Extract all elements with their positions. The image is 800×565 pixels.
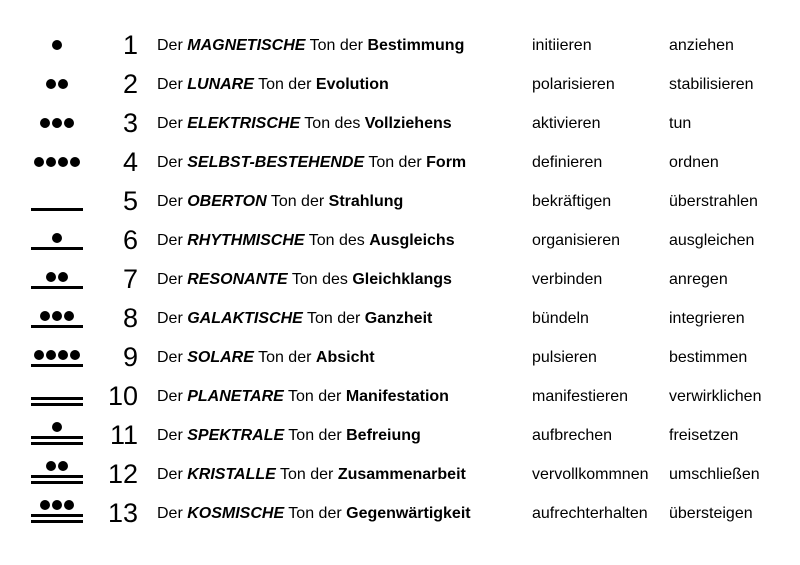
bar-mark xyxy=(31,397,83,400)
title-middle: Ton der xyxy=(270,193,325,210)
tone-row xyxy=(0,259,800,298)
tone-row xyxy=(0,25,800,64)
bar-mark xyxy=(31,286,83,289)
tone-number: 9 xyxy=(122,342,138,372)
tone-power: ordnen xyxy=(669,154,719,171)
tone-number: 6 xyxy=(122,225,138,255)
title-middle: Ton der xyxy=(287,388,342,405)
tone-action: aufrechterhalten xyxy=(532,505,648,522)
bar-mark xyxy=(31,403,83,406)
tone-quality: Vollziehens xyxy=(364,115,452,132)
tone-action: vervollkommnen xyxy=(532,466,649,483)
dot-mark xyxy=(64,500,74,510)
tone-quality: Ganzheit xyxy=(364,310,433,327)
dot-mark xyxy=(70,157,80,167)
bar-mark xyxy=(31,520,83,523)
tone-number: 2 xyxy=(122,69,138,99)
tone-number: 12 xyxy=(107,459,138,489)
tone-number: 13 xyxy=(107,498,138,528)
dot-bar-numeral-icon xyxy=(28,376,88,415)
dot-bar-numeral-icon xyxy=(28,103,88,142)
dot-mark xyxy=(46,350,56,360)
dot-mark xyxy=(52,311,62,321)
dot-bar-glyph xyxy=(28,298,88,337)
tone-power: ausgleichen xyxy=(669,232,755,249)
dot-bar-glyph xyxy=(28,64,88,103)
tone-power: bestimmen xyxy=(669,349,748,366)
tone-number: 4 xyxy=(122,147,138,177)
dot-bar-glyph xyxy=(28,493,88,532)
title-middle: Ton der xyxy=(288,505,342,522)
tone-action: organisieren xyxy=(532,232,621,249)
tone-name: KRISTALLE xyxy=(187,466,276,483)
dot-bar-numeral-icon xyxy=(28,493,88,532)
tone-action: bündeln xyxy=(532,310,589,327)
tone-action: verbinden xyxy=(532,271,603,288)
tone-power: verwirklichen xyxy=(669,388,762,405)
title-prefix: Der xyxy=(157,505,183,522)
dot-bar-glyph xyxy=(28,337,88,376)
dot-mark xyxy=(52,40,62,50)
tone-title xyxy=(157,154,466,172)
dot-mark xyxy=(34,350,44,360)
bar-mark xyxy=(31,514,83,517)
tone-power: tun xyxy=(669,115,692,132)
dot-mark xyxy=(58,461,68,471)
tone-quality: Strahlung xyxy=(328,193,404,210)
tone-name: MAGNETISCHE xyxy=(187,37,306,54)
tone-name: RESONANTE xyxy=(187,271,288,288)
tone-title xyxy=(157,76,389,94)
tone-quality: Manifestation xyxy=(345,388,449,405)
bar-mark xyxy=(31,442,83,445)
tone-row xyxy=(0,376,800,415)
dot-bar-numeral-icon xyxy=(28,64,88,103)
tone-number: 8 xyxy=(122,303,138,333)
bar-mark xyxy=(31,481,83,484)
dot-bar-glyph xyxy=(28,142,88,181)
tone-title xyxy=(157,349,375,367)
title-middle: Ton des xyxy=(291,271,348,288)
title-middle: Ton der xyxy=(309,37,363,54)
title-middle: Ton des xyxy=(304,115,361,132)
dot-bar-numeral-icon xyxy=(28,298,88,337)
tone-title xyxy=(157,388,449,406)
tone-power: stabilisieren xyxy=(669,76,754,93)
dot-bar-glyph xyxy=(28,103,88,142)
tone-row xyxy=(0,415,800,454)
dot-mark xyxy=(52,118,62,128)
bar-mark xyxy=(31,247,83,250)
dot-bar-glyph xyxy=(28,220,88,259)
dot-mark xyxy=(34,157,44,167)
bar-mark xyxy=(31,436,83,439)
title-prefix: Der xyxy=(157,76,183,93)
tone-row xyxy=(0,298,800,337)
tone-name: RHYTHMISCHE xyxy=(187,232,305,249)
tone-power: übersteigen xyxy=(669,505,753,522)
tone-quality: Zusammenarbeit xyxy=(337,466,466,483)
dot-mark xyxy=(46,79,56,89)
tone-number: 11 xyxy=(109,420,138,450)
bar-mark xyxy=(31,325,83,328)
tone-action: aufbrechen xyxy=(532,427,613,444)
tone-name: KOSMISCHE xyxy=(187,505,285,522)
dot-mark xyxy=(46,157,56,167)
title-middle: Ton der xyxy=(368,154,422,171)
dot-bar-numeral-icon xyxy=(28,454,88,493)
dot-bar-numeral-icon xyxy=(28,220,88,259)
dot-bar-numeral-icon xyxy=(28,25,88,64)
tone-action: pulsieren xyxy=(532,349,597,366)
title-prefix: Der xyxy=(157,466,183,483)
title-middle: Ton der xyxy=(258,349,312,366)
title-middle: Ton der xyxy=(288,427,342,444)
dot-bar-glyph xyxy=(28,454,88,493)
tone-title xyxy=(157,427,421,445)
dot-mark xyxy=(46,461,56,471)
dot-bar-glyph xyxy=(28,376,88,415)
bar-mark xyxy=(31,364,83,367)
tone-action: manifestieren xyxy=(532,388,629,405)
dot-mark xyxy=(46,272,56,282)
tone-row xyxy=(0,64,800,103)
tone-action: bekräftigen xyxy=(532,193,612,210)
dot-mark xyxy=(40,311,50,321)
dot-bar-glyph xyxy=(28,25,88,64)
dot-mark xyxy=(58,157,68,167)
tone-number: 3 xyxy=(122,108,138,138)
dot-mark xyxy=(52,500,62,510)
tone-title xyxy=(157,505,471,523)
tone-name: PLANETARE xyxy=(187,388,284,405)
tone-number: 1 xyxy=(122,30,138,60)
dot-bar-numeral-icon xyxy=(28,142,88,181)
title-prefix: Der xyxy=(157,388,183,405)
tone-title xyxy=(157,193,403,211)
tone-title xyxy=(157,271,452,289)
title-prefix: Der xyxy=(157,310,183,327)
tone-power: freisetzen xyxy=(669,427,739,444)
tone-row xyxy=(0,220,800,259)
tone-action: polarisieren xyxy=(532,76,615,93)
dot-bar-glyph xyxy=(28,259,88,298)
tone-quality: Bestimmung xyxy=(367,37,465,54)
tone-name: OBERTON xyxy=(187,193,267,210)
tone-title xyxy=(157,232,455,250)
title-middle: Ton der xyxy=(306,310,361,327)
dot-bar-numeral-icon xyxy=(28,337,88,376)
title-middle: Ton der xyxy=(279,466,334,483)
dot-mark xyxy=(52,422,62,432)
dot-mark xyxy=(64,311,74,321)
tone-title xyxy=(157,310,432,328)
tone-name: ELEKTRISCHE xyxy=(187,115,301,132)
tone-action: aktivieren xyxy=(532,115,601,132)
tone-name: SOLARE xyxy=(187,349,254,366)
dot-bar-numeral-icon xyxy=(28,259,88,298)
tone-power: anziehen xyxy=(669,37,734,54)
tone-title xyxy=(157,37,464,55)
title-prefix: Der xyxy=(157,349,183,366)
tone-power: anregen xyxy=(669,271,728,288)
tone-quality: Evolution xyxy=(315,76,389,93)
tone-quality: Befreiung xyxy=(346,427,421,444)
bar-mark xyxy=(31,475,83,478)
tone-number: 10 xyxy=(107,381,138,411)
title-prefix: Der xyxy=(157,232,183,249)
tone-title xyxy=(157,115,452,133)
tone-row xyxy=(0,337,800,376)
title-prefix: Der xyxy=(157,37,183,54)
dot-bar-numeral-icon xyxy=(28,181,88,220)
dot-mark xyxy=(58,79,68,89)
tone-number: 5 xyxy=(122,186,138,216)
tone-action: initiieren xyxy=(532,37,592,54)
dot-mark xyxy=(58,350,68,360)
tone-quality: Gegenwärtigkeit xyxy=(346,505,471,522)
tone-row xyxy=(0,454,800,493)
tone-row xyxy=(0,493,800,532)
title-prefix: Der xyxy=(157,193,183,210)
tone-action: definieren xyxy=(532,154,603,171)
tone-row xyxy=(0,142,800,181)
title-middle: Ton der xyxy=(258,76,312,93)
tone-quality: Absicht xyxy=(315,349,375,366)
tone-name: SPEKTRALE xyxy=(187,427,285,444)
dot-mark xyxy=(64,118,74,128)
tone-quality: Ausgleichs xyxy=(369,232,455,249)
dot-bar-glyph xyxy=(28,181,88,220)
tone-number: 7 xyxy=(122,264,138,294)
dot-bar-glyph xyxy=(28,415,88,454)
tone-name: GALAKTISCHE xyxy=(187,310,303,327)
dot-mark xyxy=(58,272,68,282)
tone-power: umschließen xyxy=(669,466,760,483)
dot-bar-numeral-icon xyxy=(28,415,88,454)
title-prefix: Der xyxy=(157,271,183,288)
title-prefix: Der xyxy=(157,154,183,171)
tone-name: LUNARE xyxy=(187,76,254,93)
tone-title xyxy=(157,466,466,484)
title-prefix: Der xyxy=(157,115,183,132)
tone-row xyxy=(0,181,800,220)
bar-mark xyxy=(31,208,83,211)
tone-name: SELBST-BESTEHENDE xyxy=(187,154,365,171)
tone-quality: Gleichklangs xyxy=(352,271,452,288)
dot-mark xyxy=(40,118,50,128)
title-middle: Ton des xyxy=(308,232,365,249)
title-prefix: Der xyxy=(157,427,183,444)
tone-quality: Form xyxy=(426,154,467,171)
dot-mark xyxy=(70,350,80,360)
dot-mark xyxy=(40,500,50,510)
tone-power: integrieren xyxy=(669,310,745,327)
tone-power: überstrahlen xyxy=(669,193,758,210)
dot-mark xyxy=(52,233,62,243)
tone-row xyxy=(0,103,800,142)
